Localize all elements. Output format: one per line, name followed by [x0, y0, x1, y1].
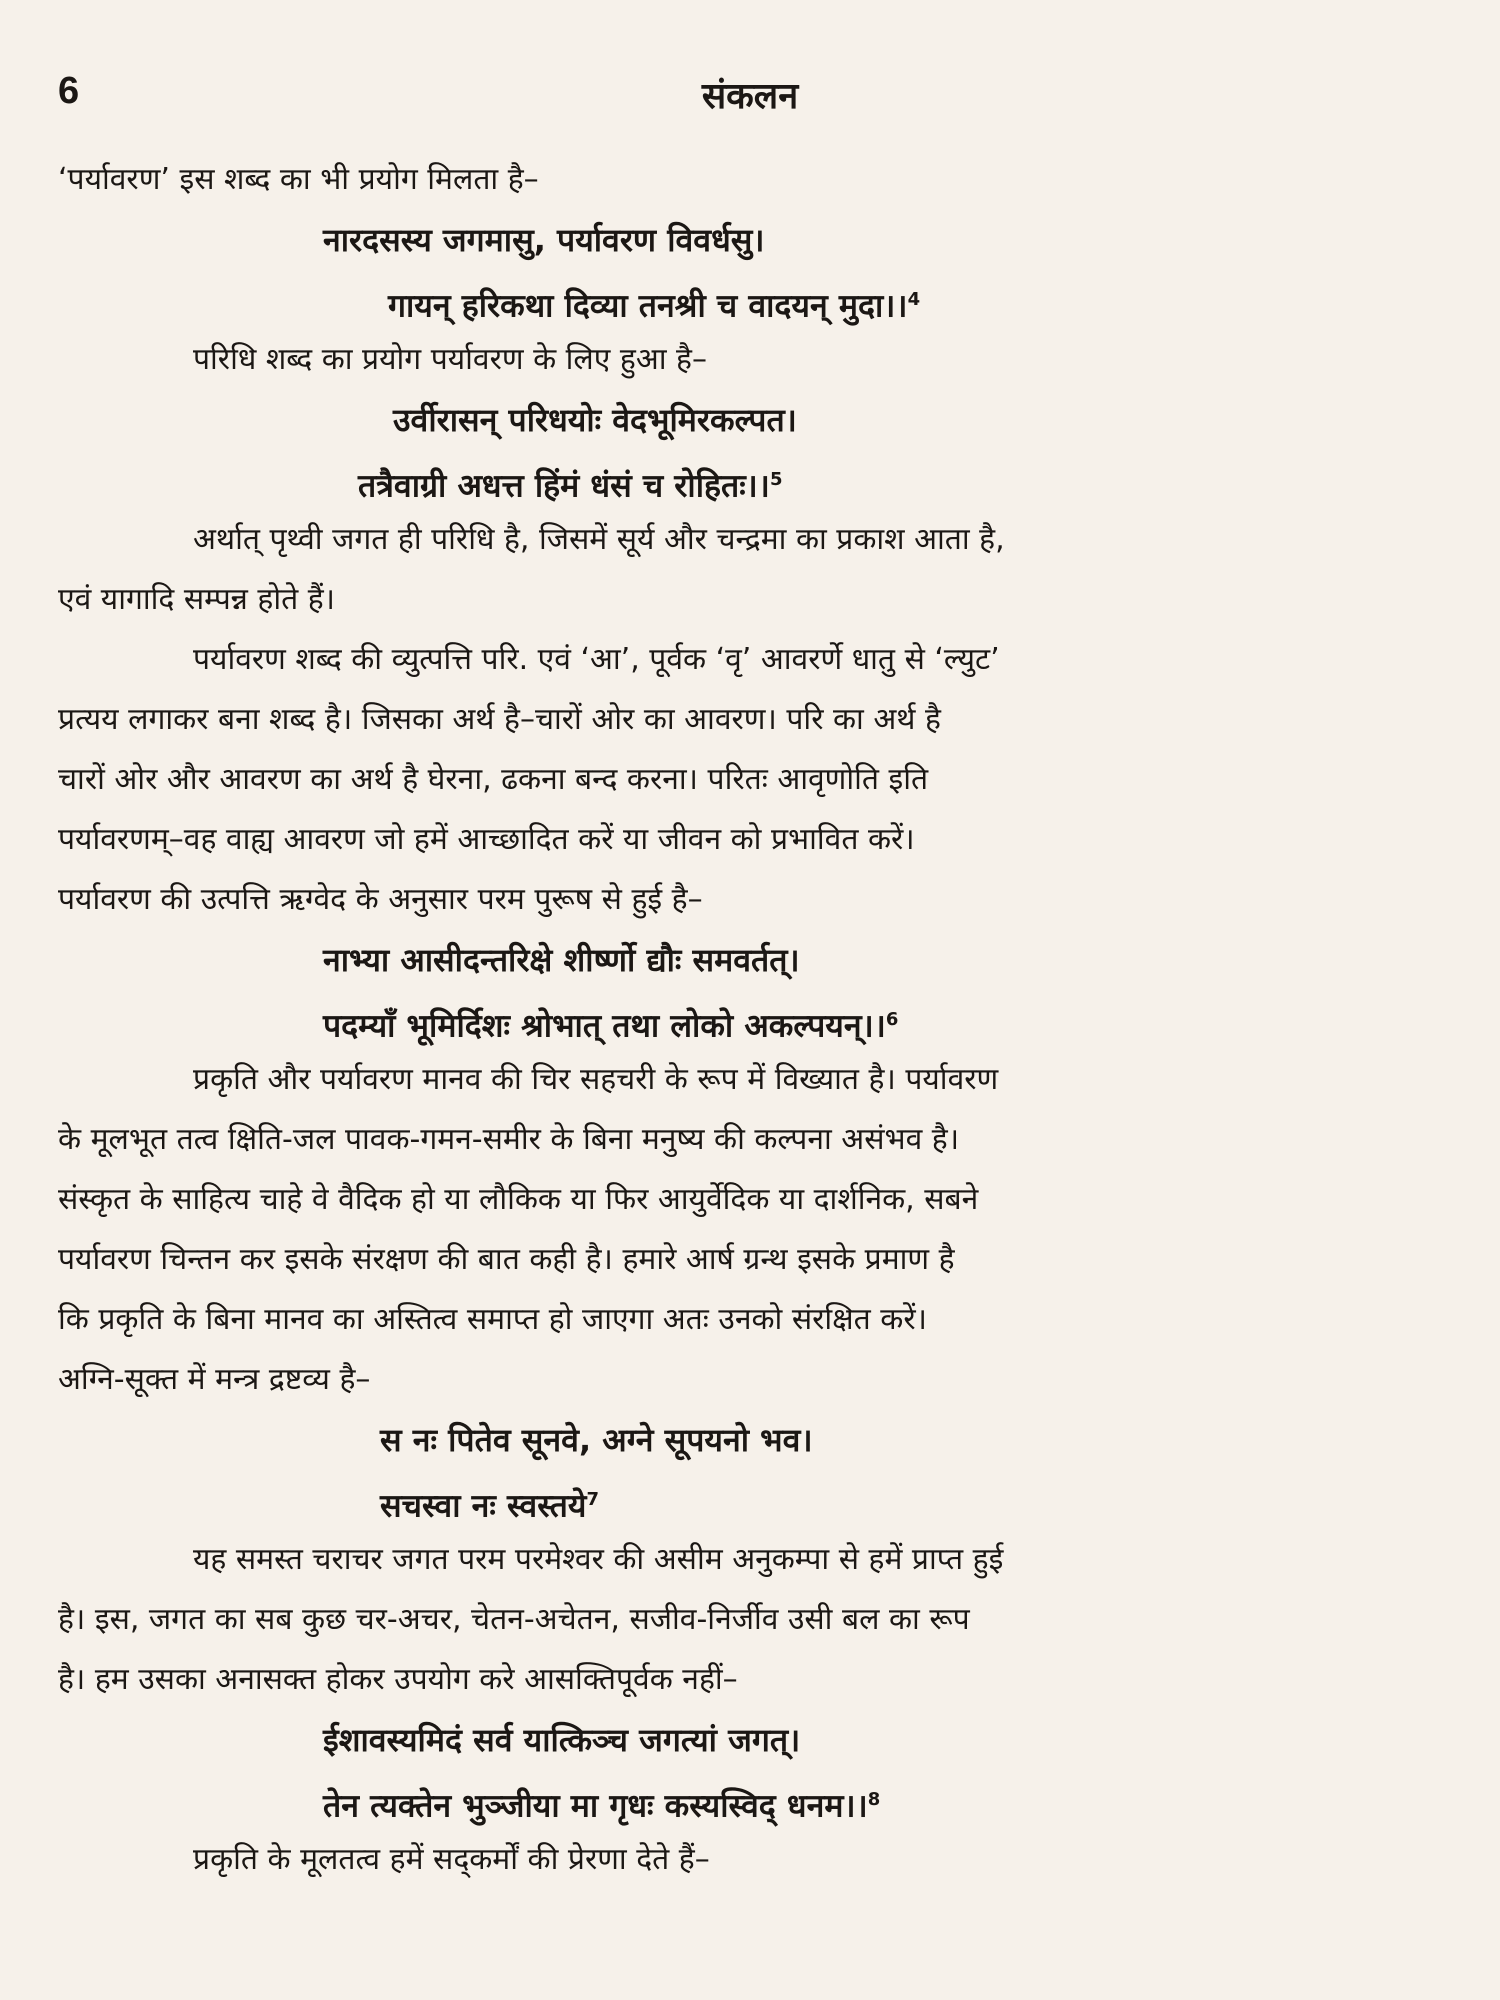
verse-line — [58, 1470, 1448, 1530]
paragraph-line: प्रकृति और पर्यावरण मानव की चिर सहचरी के रूप में विख्यात है। पर्यावरण — [193, 1062, 999, 1097]
footnote-marker: 4 — [907, 289, 921, 310]
footnote-marker: 6 — [885, 1009, 899, 1030]
paragraph-line: पर्यावरणम्–वह वाह्य आवरण जो हमें आच्छादित करें या जीवन को प्रभावित करें। — [58, 822, 915, 857]
verse-line — [58, 1410, 1448, 1470]
page-body — [58, 150, 1448, 1890]
paragraph-line: यह समस्त चराचर जगत परम परमेश्वर की असीम अनुकम्पा से हमें प्राप्त हुई — [193, 1542, 1004, 1577]
verse-line — [58, 990, 1448, 1050]
paragraph-line: अग्नि-सूक्त में मन्त्र द्रष्टव्य है– — [58, 1362, 371, 1397]
paragraph-line: पर्यावरण की उत्पत्ति ऋग्वेद के अनुसार परम पुरूष से हुई है– — [58, 882, 703, 917]
page-number: 6 — [58, 70, 80, 112]
verse-line — [58, 1770, 1448, 1830]
verse-line — [58, 930, 1448, 990]
verse-text: पदम्याँ भूमिर्दिशः श्रोभात् तथा लोको अकल्पयन्।। — [323, 1006, 886, 1045]
paragraph-line: पर्यावरण शब्द की व्युत्पत्ति परि. एवं ‘आ’, पूर्वक ‘वृ’ आवरर्णे धातु से ‘ल्युट’ — [193, 642, 1000, 677]
verse-line — [58, 390, 1448, 450]
paragraph-line: है। हम उसका अनासक्त होकर उपयोग करे आसक्तिपूर्वक नहीं– — [58, 1662, 738, 1697]
paragraph-line: पर्यावरण चिन्तन कर इसके संरक्षण की बात कही है। हमारे आर्ष ग्रन्थ इसके प्रमाण है — [58, 1242, 955, 1277]
page-header — [58, 70, 1442, 120]
paragraph-line: कि प्रकृति के बिना मानव का अस्तित्व समाप्त हो जाएगा अतः उनको संरक्षित करें। — [58, 1302, 927, 1337]
paragraph-line: संस्कृत के साहित्य चाहे वे वैदिक हो या लौकिक या फिर आयुर्वेदिक या दार्शनिक, सबने — [58, 1182, 979, 1217]
footnote-marker: 5 — [769, 469, 783, 490]
verse-text: उर्वीरासन् परिधयोः वेदभूमिरकल्पत। — [393, 401, 797, 439]
verse-text: स नः पितेव सूनवे, अग्ने सूपयनो भव। — [380, 1421, 813, 1459]
verse-text: तत्रैवाग्री अधत्त हिंमं धंसं च रोहितः।। — [358, 466, 770, 505]
verse-line — [58, 1710, 1448, 1770]
verse-line — [58, 210, 1448, 270]
verse-line — [58, 270, 1448, 330]
verse-text: गायन् हरिकथा दिव्या तनश्री च वादयन् मुदा।। — [388, 286, 908, 325]
verse-text: तेन त्यक्तेन भुञ्जीया मा गृधः कस्यस्विद् धनम।। — [323, 1786, 868, 1825]
paragraph-line: प्रकृति के मूलतत्व हमें सद्कर्मों की प्रेरणा देते हैं– — [193, 1842, 710, 1877]
paragraph-line: के मूलभूत तत्व क्षिति-जल पावक-गमन-समीर के बिना मनुष्य की कल्पना असंभव है। — [58, 1122, 960, 1157]
verse-text: सचस्वा नः स्वस्तये — [380, 1486, 587, 1525]
paragraph-line: अर्थात् पृथ्वी जगत ही परिधि है, जिसमें सूर्य और चन्द्रमा का प्रकाश आता है, — [193, 522, 1005, 557]
paragraph-line: ‘पर्यावरण’ इस शब्द का भी प्रयोग मिलता है– — [58, 162, 539, 197]
verse-text: ईशावस्यमिदं सर्व यात्किञ्च जगत्यां जगत्। — [323, 1721, 801, 1759]
paragraph-line: प्रत्यय लगाकर बना शब्द है। जिसका अर्थ है–चारों ओर का आवरण। परि का अर्थ है — [58, 702, 941, 737]
running-title: संकलन — [701, 76, 799, 117]
paragraph-line: परिधि शब्द का प्रयोग पर्यावरण के लिए हुआ है– — [193, 342, 707, 377]
footnote-marker: 8 — [867, 1789, 881, 1810]
verse-line — [58, 450, 1448, 510]
footnote-marker: 7 — [586, 1489, 600, 1510]
verse-text: नारदसस्य जगमासु, पर्यावरण विवर्धसु। — [323, 221, 765, 259]
paragraph-line: है। इस, जगत का सब कुछ चर-अचर, चेतन-अचेतन, सजीव-निर्जीव उसी बल का रूप — [58, 1602, 970, 1637]
verse-text: नाभ्या आसीदन्तरिक्षे शीर्ष्णो द्यौः समवर्तत्। — [323, 941, 800, 979]
paragraph-line: चारों ओर और आवरण का अर्थ है घेरना, ढकना बन्द करना। परितः आवृणोति इति — [58, 762, 929, 797]
paragraph-line: एवं यागादि सम्पन्न होते हैं। — [58, 582, 336, 617]
